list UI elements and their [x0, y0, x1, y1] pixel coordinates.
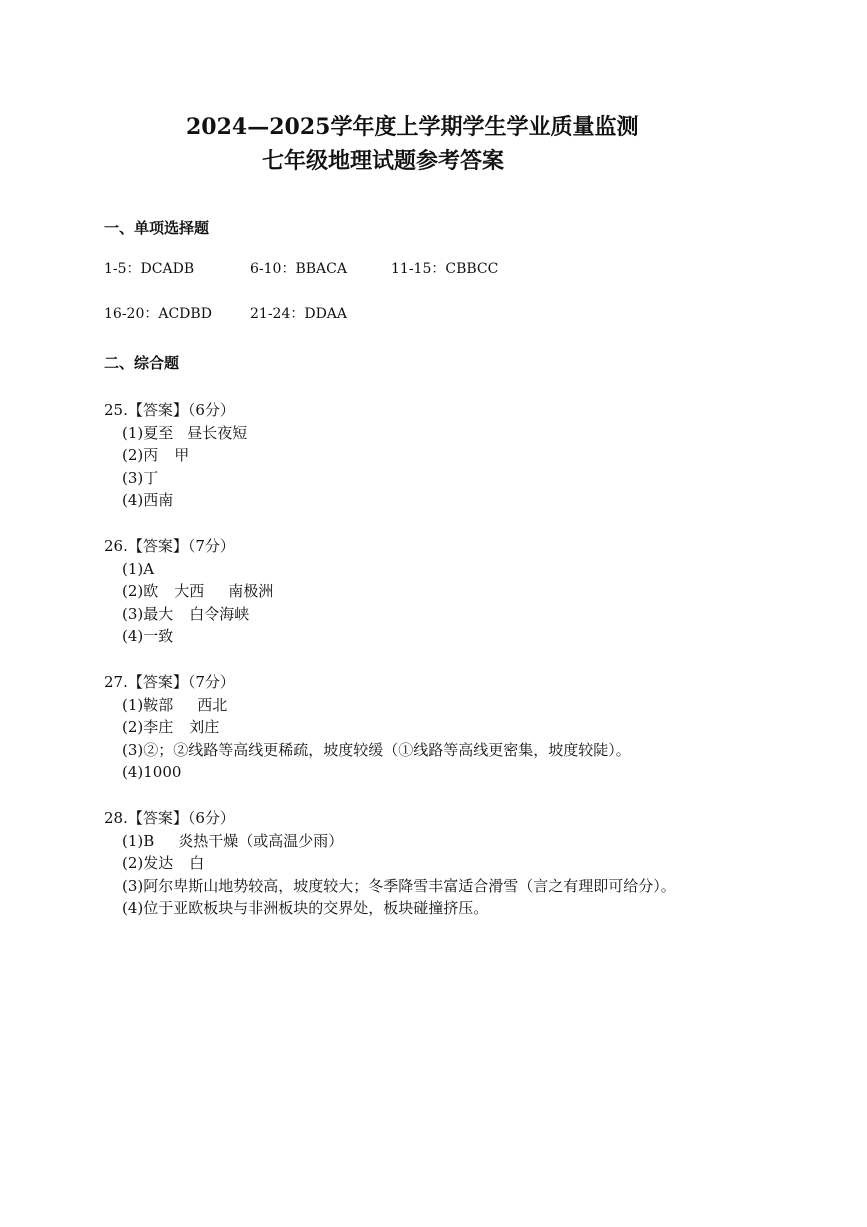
- question-header: 28.【答案】（6分）: [104, 809, 235, 827]
- answer-part: 昼长夜短: [187, 423, 248, 442]
- mc-answers-16-20: 16-20：ACDBD: [104, 306, 212, 322]
- question-header: 25.【答案】（6分）: [104, 401, 235, 419]
- answer-line: [104, 467, 247, 490]
- answer-part: (4)1000: [122, 763, 182, 781]
- answer-line: [104, 558, 273, 581]
- answer-part: 大西: [174, 582, 205, 600]
- answer-line: [104, 625, 273, 648]
- answer-part: (3)阿尔卑斯山地势较高，坡度较大；冬季降雪丰富适合滑雪（言之有理即可给分）。: [122, 876, 676, 895]
- answer-line: [104, 830, 676, 853]
- answer-line: [104, 739, 631, 762]
- answer-line: [104, 875, 676, 898]
- answer-part: 西北: [197, 695, 228, 714]
- answer-part: (2)李庄: [122, 718, 174, 736]
- answer-part: 白令海峡: [189, 604, 250, 623]
- answer-line: [104, 422, 247, 445]
- mc-answers-11-15: 11-15：CBBCC: [391, 261, 499, 277]
- answer-line: [104, 761, 631, 784]
- question-26: [104, 535, 273, 648]
- answer-line: [104, 694, 631, 717]
- answer-line: [104, 852, 676, 875]
- answer-line: [104, 716, 631, 739]
- answer-line: [104, 603, 273, 626]
- mc-answers-6-10: 6-10：BBACA: [250, 261, 347, 277]
- answer-part: (1)夏至: [122, 423, 174, 442]
- title-line-2: 七年级地理试题参考答案: [262, 148, 505, 174]
- answer-part: (3)②；②线路等高线更稀疏，坡度较缓（①线路等高线更密集，坡度较陡）。: [122, 740, 631, 759]
- answer-line: [104, 580, 273, 603]
- answer-part: (4)西南: [122, 491, 174, 509]
- section-heading-comprehensive: 二、综合题: [104, 354, 180, 372]
- answer-part: (1)A: [122, 559, 155, 578]
- question-25: [104, 399, 247, 512]
- question-header: 27.【答案】（7分）: [104, 673, 235, 691]
- answer-part: 炎热干燥（或高温少雨）: [178, 831, 344, 850]
- mc-answers-21-24: 21-24：DDAA: [250, 306, 348, 322]
- answer-part: (1)鞍部: [122, 695, 174, 714]
- answer-line: [104, 489, 247, 512]
- answer-part: 南极洲: [228, 582, 274, 600]
- answer-part: (3)最大: [122, 604, 174, 623]
- question-header: 26.【答案】（7分）: [104, 537, 235, 555]
- answer-line: [104, 444, 247, 467]
- answer-part: 白: [189, 854, 205, 872]
- answer-part: (2)丙: [122, 446, 159, 464]
- answer-part: (1)B: [122, 831, 155, 850]
- answer-part: (2)发达: [122, 854, 174, 872]
- section-heading-choice: 一、单项选择题: [104, 219, 210, 237]
- question-27: [104, 671, 631, 784]
- answer-part: (2)欧: [122, 582, 159, 600]
- answer-part: (3)丁: [122, 468, 159, 487]
- answer-part: (4)位于亚欧板块与非洲板块的交界处，板块碰撞挤压。: [122, 899, 489, 917]
- answer-part: (4)一致: [122, 627, 174, 645]
- answer-part: 甲: [174, 446, 190, 464]
- answer-part: 刘庄: [189, 718, 220, 736]
- answer-line: [104, 897, 676, 920]
- mc-answers-1-5: 1-5：DCADB: [104, 261, 195, 277]
- question-28: [104, 807, 676, 920]
- title-line-1: 2024—2025学年度上学期学生学业质量监测: [186, 114, 639, 140]
